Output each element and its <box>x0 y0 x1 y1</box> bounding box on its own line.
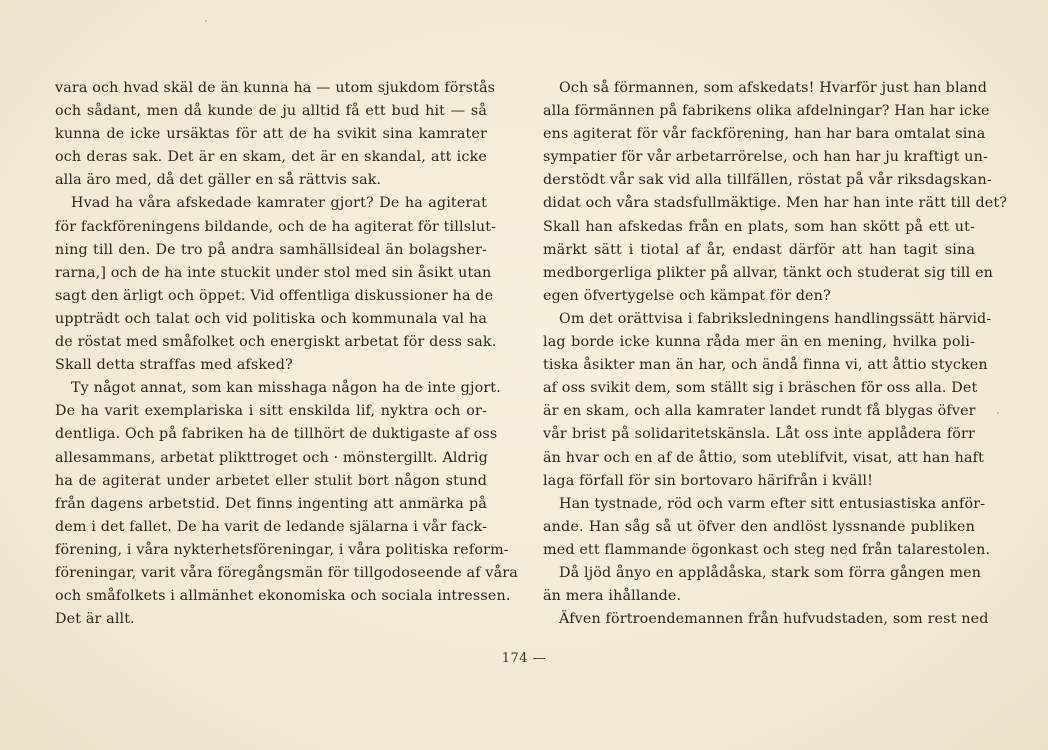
text-line: Hvad ha våra afskedade kamrater gjort? De ha agiterat <box>71 195 487 212</box>
text-line: och sådant, men då kunde de ju alltid få ett bud hit — så <box>55 103 487 120</box>
text-line: tiska åsikter man än har, och ändå finna vi, att åttio stycken <box>543 357 988 374</box>
text-line: och småfolkets i allmänhet ekonomiska och sociala intressen. <box>55 588 511 605</box>
text-line: vara och hvad skäl de än kunna ha — utom sjukdom förstås <box>55 80 496 96</box>
text-line: Äfven förtroendemannen från hufvudstaden, som rest ned <box>559 611 989 628</box>
text-line: ande. Han såg så ut öfver den andlöst lyssnande publiken <box>543 518 975 535</box>
text-line: än mera ihållande. <box>543 588 682 605</box>
text-line: lag borde icke kunna råda mer än en mening, hvilka poli- <box>543 334 975 351</box>
text-line: uppträdt och talat och vid politiska och kommunala val ha <box>55 310 487 327</box>
text-line: för fackföreningens bildande, och de ha agiterat för tillslut- <box>55 218 497 235</box>
text-line: rarna,] och de ha inte stuckit under stol med sin åsikt utan <box>55 264 492 281</box>
text-line: Och så förmannen, som afskedats! Hvarför just han bland <box>559 80 988 96</box>
text-line: dem i det fallet. De ha varit de ledande själarna i vår fack- <box>55 518 488 535</box>
page-number: 174 — <box>501 651 547 666</box>
text-line: medborgerliga plikter på allvar, tänkt och studerat sig till en <box>543 264 994 281</box>
text-line: och deras sak. Det är en skam, det är en skandal, att icke <box>55 149 487 166</box>
text-line: med ett flammande ögonkast och steg ned från talarestolen. <box>543 541 991 558</box>
text-line: ning till den. De tro på andra samhällsideal än bolagsher- <box>55 241 487 258</box>
text-line: ens agiterat för vår fackförening, han har bara omtalat sina <box>543 126 986 143</box>
text-line: från dagens arbetstid. Det finns ingenting att anmärka på <box>55 495 487 512</box>
text-line: Skall han afskedas från en plats, som han skött på ett ut- <box>543 218 975 235</box>
text-line: Skall detta straffas med afsked? <box>55 357 293 374</box>
paper-speck <box>205 20 207 22</box>
paper-speck <box>997 412 999 414</box>
text-line: vår brist på solidaritetskänsla. Låt oss inte applådera förr <box>543 426 975 443</box>
text-line: De ha varit exemplariska i sitt enskilda lif, nyktra och or- <box>55 403 487 420</box>
text-line: är en skam, och alla kamrater landet rundt få blygas öfver <box>543 403 976 420</box>
text-line: förening, i våra nykterhetsföreningar, i våra politiska reform- <box>55 541 509 558</box>
text-line: Han tystnade, röd och varm efter sitt entusiastiska anför- <box>559 495 986 512</box>
text-line: allesammans, arbetat plikttroget och · mönstergillt. Aldrig <box>55 449 488 466</box>
text-line: didat och våra stadsfullmäktige. Men har han inte rätt till det? <box>543 195 1008 212</box>
text-line: dentliga. Och på fabriken ha de tillhört de duktigaste af oss <box>55 426 498 443</box>
right-text-column <box>543 77 1008 631</box>
text-line: Då ljöd ånyo en applådåska, stark som förra gången men <box>559 564 982 581</box>
text-line: Ty något annat, som kan misshaga någon ha de inte gjort. <box>71 380 501 397</box>
text-line: egen öfvertygelse och kämpat för den? <box>543 287 831 304</box>
text-line: ha de agiterat under arbetet eller stulit bort någon stund <box>55 472 487 489</box>
text-line: sagt den ärligt och öppet. Vid offentliga diskussioner ha de <box>55 287 494 304</box>
text-line: märkt sätt i tiotal af år, endast därför att han tagit sina <box>543 241 975 258</box>
text-line: föreningar, varit våra föregångsmän för tillgodoseende af våra <box>55 564 518 581</box>
text-line: än hvar och en af de åttio, som uteblifvit, visat, att han haft <box>543 449 984 466</box>
left-text-column <box>55 77 518 631</box>
text-line: laga förfall för sin bortovaro härifrån i kväll! <box>543 472 874 489</box>
text-line: kunna de icke ursäktas för att de ha svikit sina kamrater <box>55 126 487 143</box>
text-line: af oss svikit dem, som ställt sig i bräschen för oss alla. Det <box>543 380 978 397</box>
text-line: alla förmännen på fabrikens olika afdelningar? Han har icke <box>543 103 990 120</box>
text-line: sympatier för vår arbetarrörelse, och han har ju kraftigt un- <box>543 149 988 166</box>
text-line: Det är allt. <box>55 611 135 628</box>
text-line: de röstat med småfolket och energiskt arbetat för dess sak. <box>55 334 497 351</box>
text-line: Om det orättvisa i fabriksledningens handlingssätt härvid- <box>559 310 992 327</box>
text-line: derstödt vår sak vid alla tillfällen, röstat på vår riksdagskan- <box>543 172 992 189</box>
text-line: alla äro med, då det gäller en så rättvis sak. <box>55 172 382 189</box>
